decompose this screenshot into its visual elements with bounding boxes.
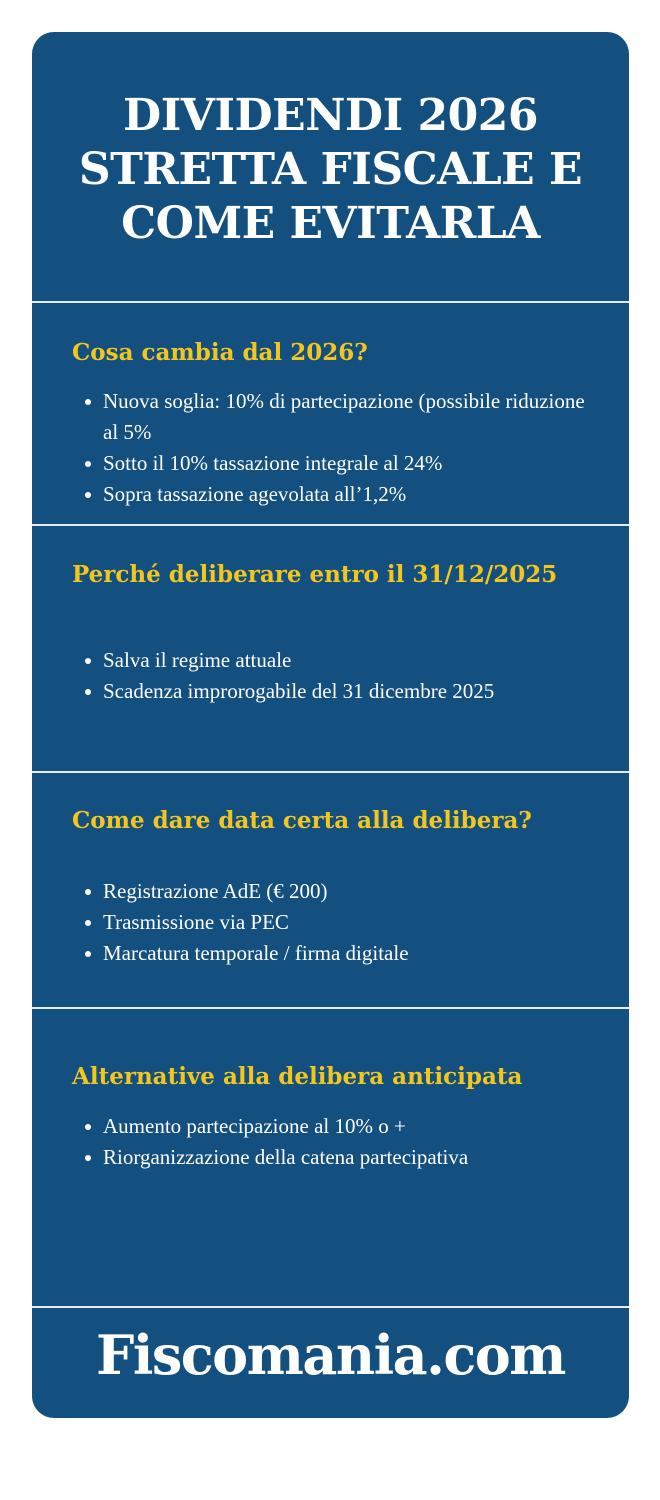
list-item [72,645,592,676]
list-item [72,386,592,448]
list-item-text: Aumento partecipazione al 10% o + [103,1114,406,1138]
title-line: STRETTA FISCALE E [78,144,583,195]
bullet-icon [85,492,91,498]
list-item-text: Nuova soglia: 10% di partecipazione (possibile riduzione al 5% [103,389,585,444]
page-title [79,83,582,251]
section-changes [32,303,629,525]
list-item-text: Salva il regime attuale [103,648,292,672]
bullet-icon [85,399,91,405]
list-item [72,938,592,969]
bullet-icon [85,461,91,467]
list-item [72,1142,592,1173]
list-item [72,907,592,938]
title-line: COME EVITARLA [121,198,540,249]
list-item [72,448,592,479]
list-item-text: Marcatura temporale / firma digitale [103,941,409,965]
list-item-text: Scadenza improrogabile del 31 dicembre 2025 [103,679,495,703]
list-item-text: Trasmissione via PEC [103,910,289,934]
brand-logo-text: Fiscomania.com [96,1323,565,1387]
list-item-text: Registrazione AdE (€ 200) [103,879,328,903]
title-block [32,32,629,302]
list-item [72,676,592,707]
infographic-card [32,32,629,1418]
list-item [72,876,592,907]
section-heading: Alternative alla delibera anticipata [72,1063,523,1090]
bullet-list [72,645,592,707]
bullet-icon [85,1124,91,1130]
bullet-list [72,1111,592,1173]
bullet-icon [85,920,91,926]
section-divider [32,1306,629,1308]
section-certain-date [32,773,629,1007]
list-item [72,479,592,510]
list-item-text: Riorganizzazione della catena partecipativa [103,1145,469,1169]
section-heading: Come dare data certa alla delibera? [72,807,532,834]
title-line: DIVIDENDI 2026 [123,90,538,141]
bullet-icon [85,1155,91,1161]
section-why-deliberate [32,526,629,771]
list-item [72,1111,592,1142]
footer [32,1312,629,1418]
section-heading: Perché deliberare entro il 31/12/2025 [72,561,558,588]
bullet-icon [85,689,91,695]
bullet-list [72,876,592,969]
bullet-list [72,386,592,510]
bullet-icon [85,951,91,957]
section-heading: Cosa cambia dal 2026? [72,339,368,366]
bullet-icon [85,658,91,664]
bullet-icon [85,889,91,895]
list-item-text: Sopra tassazione agevolata all’1,2% [103,482,407,506]
list-item-text: Sotto il 10% tassazione integrale al 24% [103,451,443,475]
section-alternatives [32,1009,629,1306]
